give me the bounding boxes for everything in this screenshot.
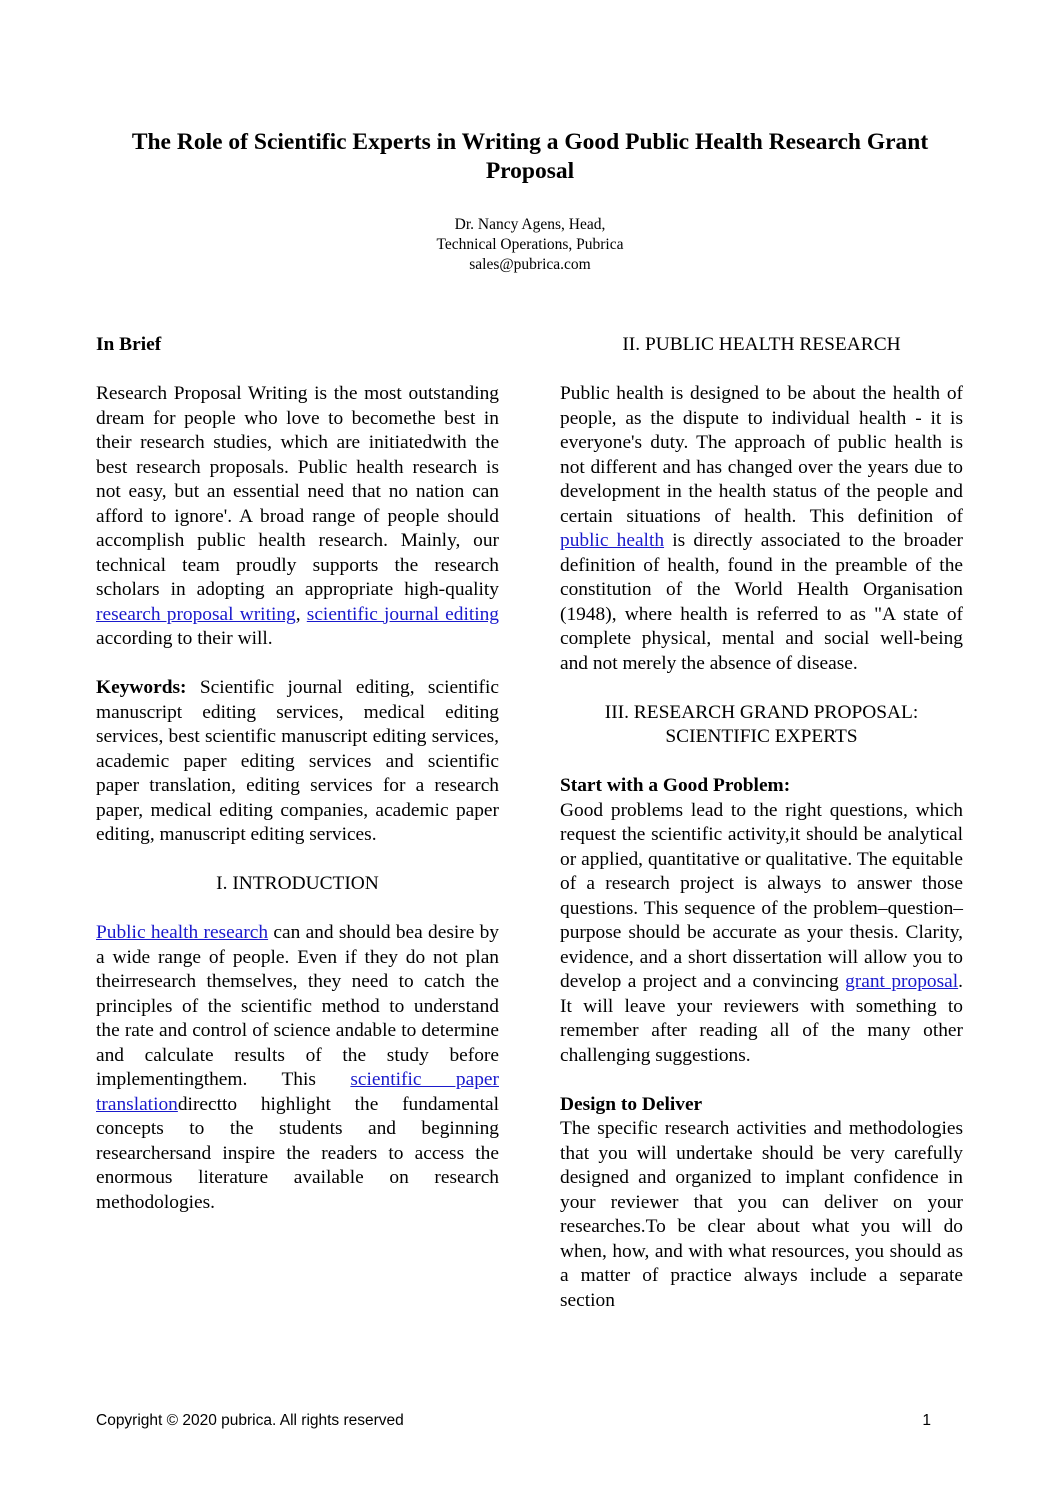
keywords-label: Keywords: — [96, 677, 187, 698]
subsection-design-paragraph: The specific research activities and methodologies that you will undertake should be very carefully designed and organized to implant confidence in your reviewer that you can deliver on your researches.To be clear about what you will do when, how, and with what resources, you should as a matter of practice always include a separate section — [560, 1118, 963, 1311]
section-2-heading: II. PUBLIC HEALTH RESEARCH — [622, 334, 901, 355]
body-text: Good problems lead to the right questions, which request the scientific activity,it should be analytical or applied, quantitative or qualitative. The equitable of a research project is always to answer those questions. This sequence of the problem–question–purpose should be accurate as your thesis. Clarity, evidence, and a short dissertation will allow you to develop a project and a convincing — [560, 799, 963, 992]
body-text: Research Proposal Writing is the most outstanding dream for people who love to becomethe best in their research studies, which are initiatedwith the best research proposals. Public health research is not easy, but an essential need that no nation can afford to ignore'. A broad range of people should accomplish public health research. Mainly, our technical team proudly supports the research scholars in adopting an appropriate high-quality — [96, 383, 499, 600]
introduction-heading: I. INTRODUCTION — [216, 873, 379, 894]
body-text: , — [295, 603, 307, 625]
introduction-paragraph — [96, 921, 499, 1215]
scientific-paper-translation-link[interactable]: scientific paper translation — [96, 1069, 499, 1115]
section-3-heading-line-1: III. RESEARCH GRAND PROPOSAL: — [604, 701, 919, 723]
body-text: according to their will. — [96, 628, 273, 649]
subsection-design-heading: Design to Deliver — [560, 1093, 703, 1115]
left-column — [96, 333, 499, 1215]
public-health-research-link[interactable]: Public health research — [96, 922, 269, 943]
subsection-good-problem-paragraph — [560, 799, 963, 1069]
document-title: The Role of Scientific Experts in Writing a Good Public Health Research Grant Proposal — [131, 129, 929, 184]
public-health-link[interactable]: public health — [560, 530, 665, 551]
keywords-paragraph — [96, 676, 499, 848]
copyright-notice: Copyright © 2020 pubrica. All rights reserved — [96, 1412, 404, 1429]
body-text: is directly associated to the broader definition of health, found in the preamble of the constitution of the World Health Organisation (1948), where health is referred to as "A state of complete physical, mental and social well-being and not merely the absence of disease. — [560, 530, 963, 674]
section-2-paragraph — [560, 382, 963, 676]
author-name: Dr. Nancy Agens, Head, — [454, 216, 606, 233]
keywords-text: Scientific journal editing, scientific manuscript editing services, medical editing services, best scientific manuscript editing services, academic paper editing services and scientific paper translation, editing services for a research paper, medical editing companies, academic paper editing, manuscript editing services. — [96, 677, 499, 845]
section-3-heading — [560, 701, 963, 750]
in-brief-paragraph — [96, 382, 499, 652]
body-text: directto highlight the fundamental concepts to the students and beginning researchersand inspire the readers to access the enormous literature available on research methodologies. — [96, 1093, 499, 1213]
body-text: can and should bea desire by a wide range of people. Even if they do not plan theirresearch themselves, they need to catch the principles of the scientific method to understand the rate and control of science andable to determine and calculate results of the study before implementingthem. This — [96, 922, 499, 1090]
author-block — [330, 215, 730, 275]
author-affiliation: Technical Operations, Pubrica — [436, 236, 624, 253]
body-text: . It will leave your reviewers with something to remember after reading all of the many other challenging suggestions. — [560, 971, 963, 1066]
section-3-heading-line-2: SCIENTIFIC EXPERTS — [665, 726, 858, 747]
grant-proposal-link[interactable]: grant proposal — [845, 971, 959, 992]
author-email: sales@pubrica.com — [469, 256, 591, 273]
right-column — [560, 333, 963, 1313]
research-proposal-writing-link[interactable]: research proposal writing — [96, 603, 296, 625]
page-footer — [96, 1412, 931, 1430]
scientific-journal-editing-link[interactable]: scientific journal editing — [306, 603, 499, 625]
in-brief-heading: In Brief — [96, 334, 162, 355]
body-text: Public health is designed to be about the health of people, as the dispute to individual health - it is everyone's duty. The approach of public health is not different and has changed over the years due to development in the health status of the people and certain situations of health. This definition of — [560, 383, 963, 527]
subsection-good-problem-heading: Start with a Good Problem: — [560, 775, 791, 796]
page-number: 1 — [922, 1412, 931, 1429]
